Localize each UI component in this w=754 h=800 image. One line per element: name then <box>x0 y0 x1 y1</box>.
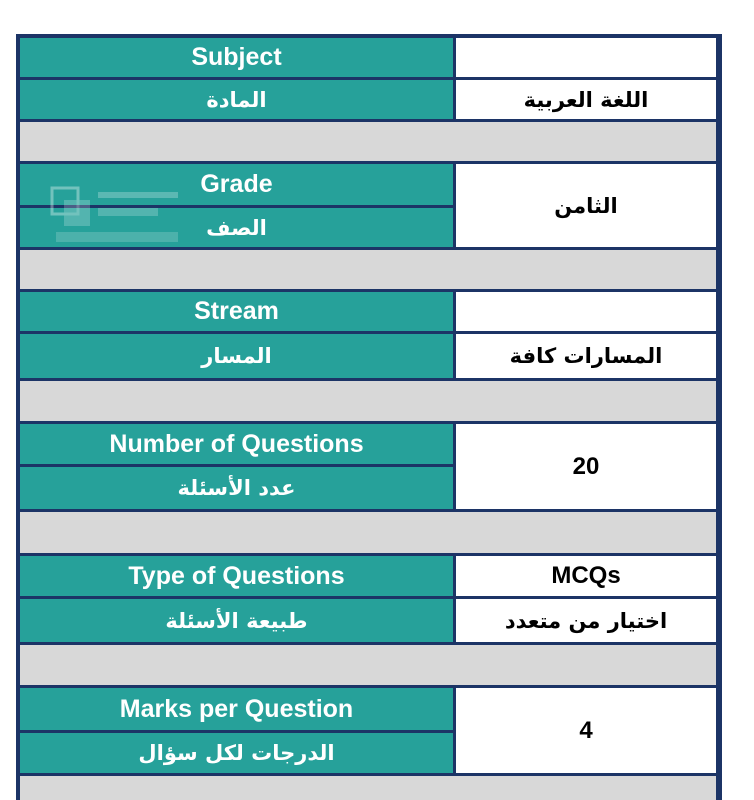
number-of-questions-value: 20 <box>456 424 716 509</box>
row-gap <box>20 512 716 553</box>
subject-label-ar: المادة <box>20 80 453 119</box>
stream-label-en: Stream <box>20 292 453 331</box>
marks-per-question-label-ar: الدرجات لكل سؤال <box>20 733 453 773</box>
type-of-questions-label-en: Type of Questions <box>20 556 453 596</box>
type-of-questions-label-ar: طبيعة الأسئلة <box>20 599 453 642</box>
grade-label-ar: الصف <box>20 208 453 247</box>
marks-per-question-value: 4 <box>456 688 716 773</box>
row-gap <box>20 645 716 685</box>
type-of-questions-value-ar: اختيار من متعدد <box>456 599 716 642</box>
type-of-questions-value-en: MCQs <box>456 556 716 596</box>
subject-label-en: Subject <box>20 38 453 77</box>
number-of-questions-label-ar: عدد الأسئلة <box>20 467 453 509</box>
row-gap <box>20 250 716 289</box>
stream-value-top <box>456 292 716 331</box>
grade-value: الثامن <box>456 164 716 247</box>
row-gap <box>20 776 716 800</box>
subject-value: اللغة العربية <box>456 80 716 119</box>
row-gap <box>20 122 716 161</box>
grade-label-en: Grade <box>20 164 453 205</box>
marks-per-question-label-en: Marks per Question <box>20 688 453 730</box>
stream-label-ar: المسار <box>20 334 453 378</box>
row-gap <box>20 381 716 421</box>
stream-value: المسارات كافة <box>456 334 716 378</box>
number-of-questions-label-en: Number of Questions <box>20 424 453 464</box>
subject-value-top <box>456 38 716 77</box>
